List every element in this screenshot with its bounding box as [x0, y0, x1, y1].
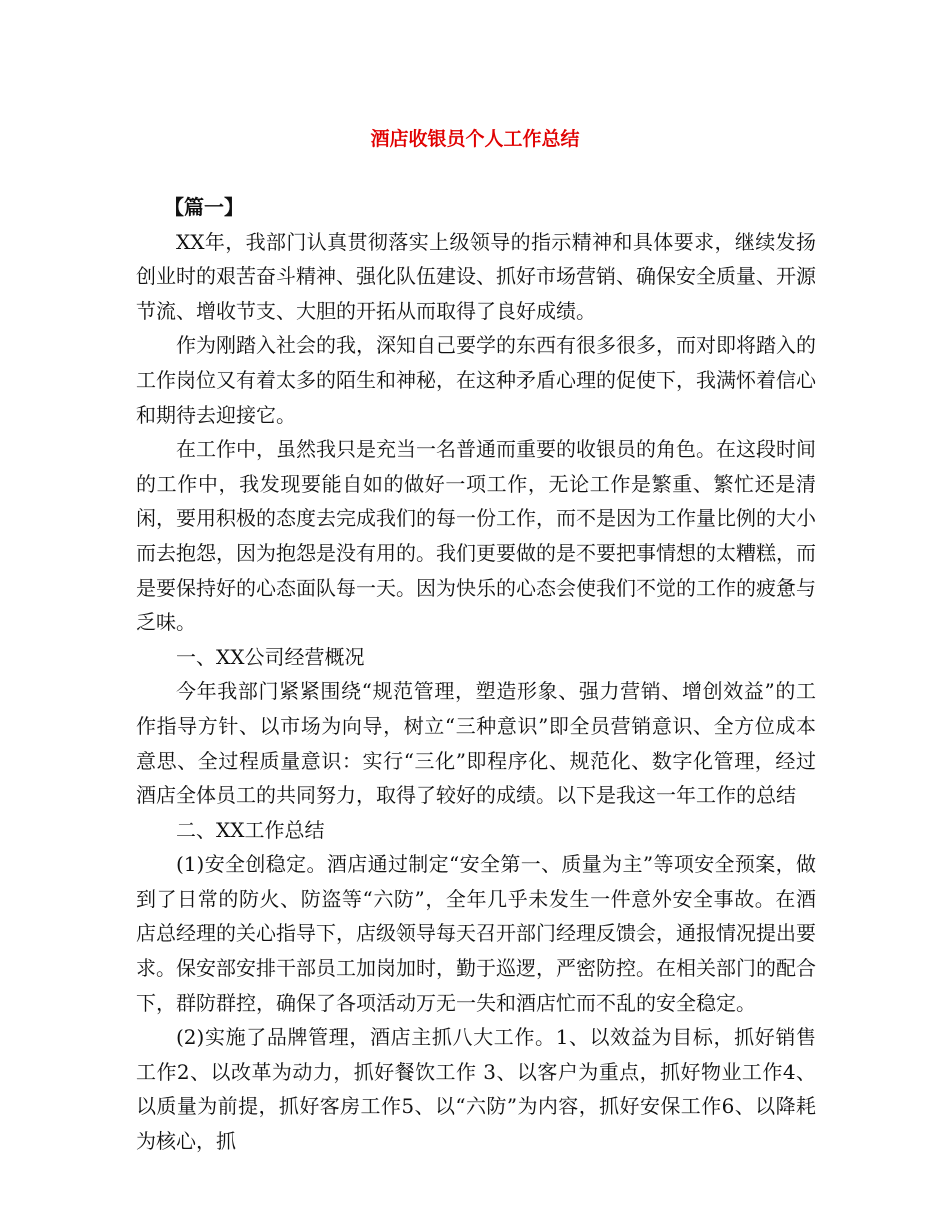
paragraph-cashier-role: 在工作中，虽然我只是充当一名普通而重要的收银员的角色。在这段时间的工作中，我发现要能自如的做好一项工作，无论工作是繁重、繁忙还是清闲，要用积极的态度去完成我们的每一份工作，而不是因为工作量比例的大小而去抱怨，因为抱怨是没有用的。我们更要做的是不要把事情想的太糟糕，而是要保持好的心态面队每一天。因为快乐的心态会使我们不觉的工作的疲惫与乏味。	[136, 437, 816, 635]
heading-work-summary: 二、XX工作总结	[176, 817, 325, 842]
paragraph-safety: (1)安全创稳定。酒店通过制定“安全第一、质量为主”等项安全预案，做到了日常的防火、防盗等“六防”，全年几乎未发生一件意外安全事故。在酒店总经理的关心指导下，店级领导每天召开部门经理反馈会，通报情况提出要求。保安部安排干部员工加岗加时，勤于巡逻，严密防控。在相关部门的配合下，群防群控，确保了各项活动万无一失和酒店忙而不乱的安全稳定。	[136, 852, 816, 1015]
document-title: 酒店收银员个人工作总结	[370, 128, 580, 150]
document-body	[136, 190, 816, 1159]
paragraph-company-overview: 今年我部门紧紧围绕“规范管理，塑造形象、强力营销、增创效益”的工作指导方针、以市场为向导，树立“三种意识”即全员营销意识、全方位成本意思、全过程质量意识：实行“三化”即程序化、规范化、数字化管理，经过酒店全体员工的共同努力，取得了较好的成绩。以下是我这一年工作的总结	[136, 679, 816, 808]
paragraph-new-employee: 作为刚踏入社会的我，深知自己要学的东西有很多很多，而对即将踏入的工作岗位又有着太多的陌生和神秘，在这种矛盾心理的促使下，我满怀着信心和期待去迎接它。	[136, 333, 816, 427]
heading-company-overview: 一、XX公司经营概况	[176, 644, 365, 669]
paragraph-brand-management: (2)实施了品牌管理，酒店主抓八大工作。1、以效益为目标，抓好销售工作2、以改革为动力，抓好餐饮工作 3、以客户为重点，抓好物业工作4、以质量为前提，抓好客房工作5、以“六防”为内容，抓好安保工作6、以降耗为核心，抓	[136, 1025, 816, 1154]
paragraph-intro: XX年，我部门认真贯彻落实上级领导的指示精神和具体要求，继续发扬创业时的艰苦奋斗精神、强化队伍建设、抓好市场营销、确保安全质量、开源节流、增收节支、大胆的开拓从而取得了良好成绩。	[136, 229, 816, 323]
section-label: 【篇一】	[164, 195, 244, 219]
